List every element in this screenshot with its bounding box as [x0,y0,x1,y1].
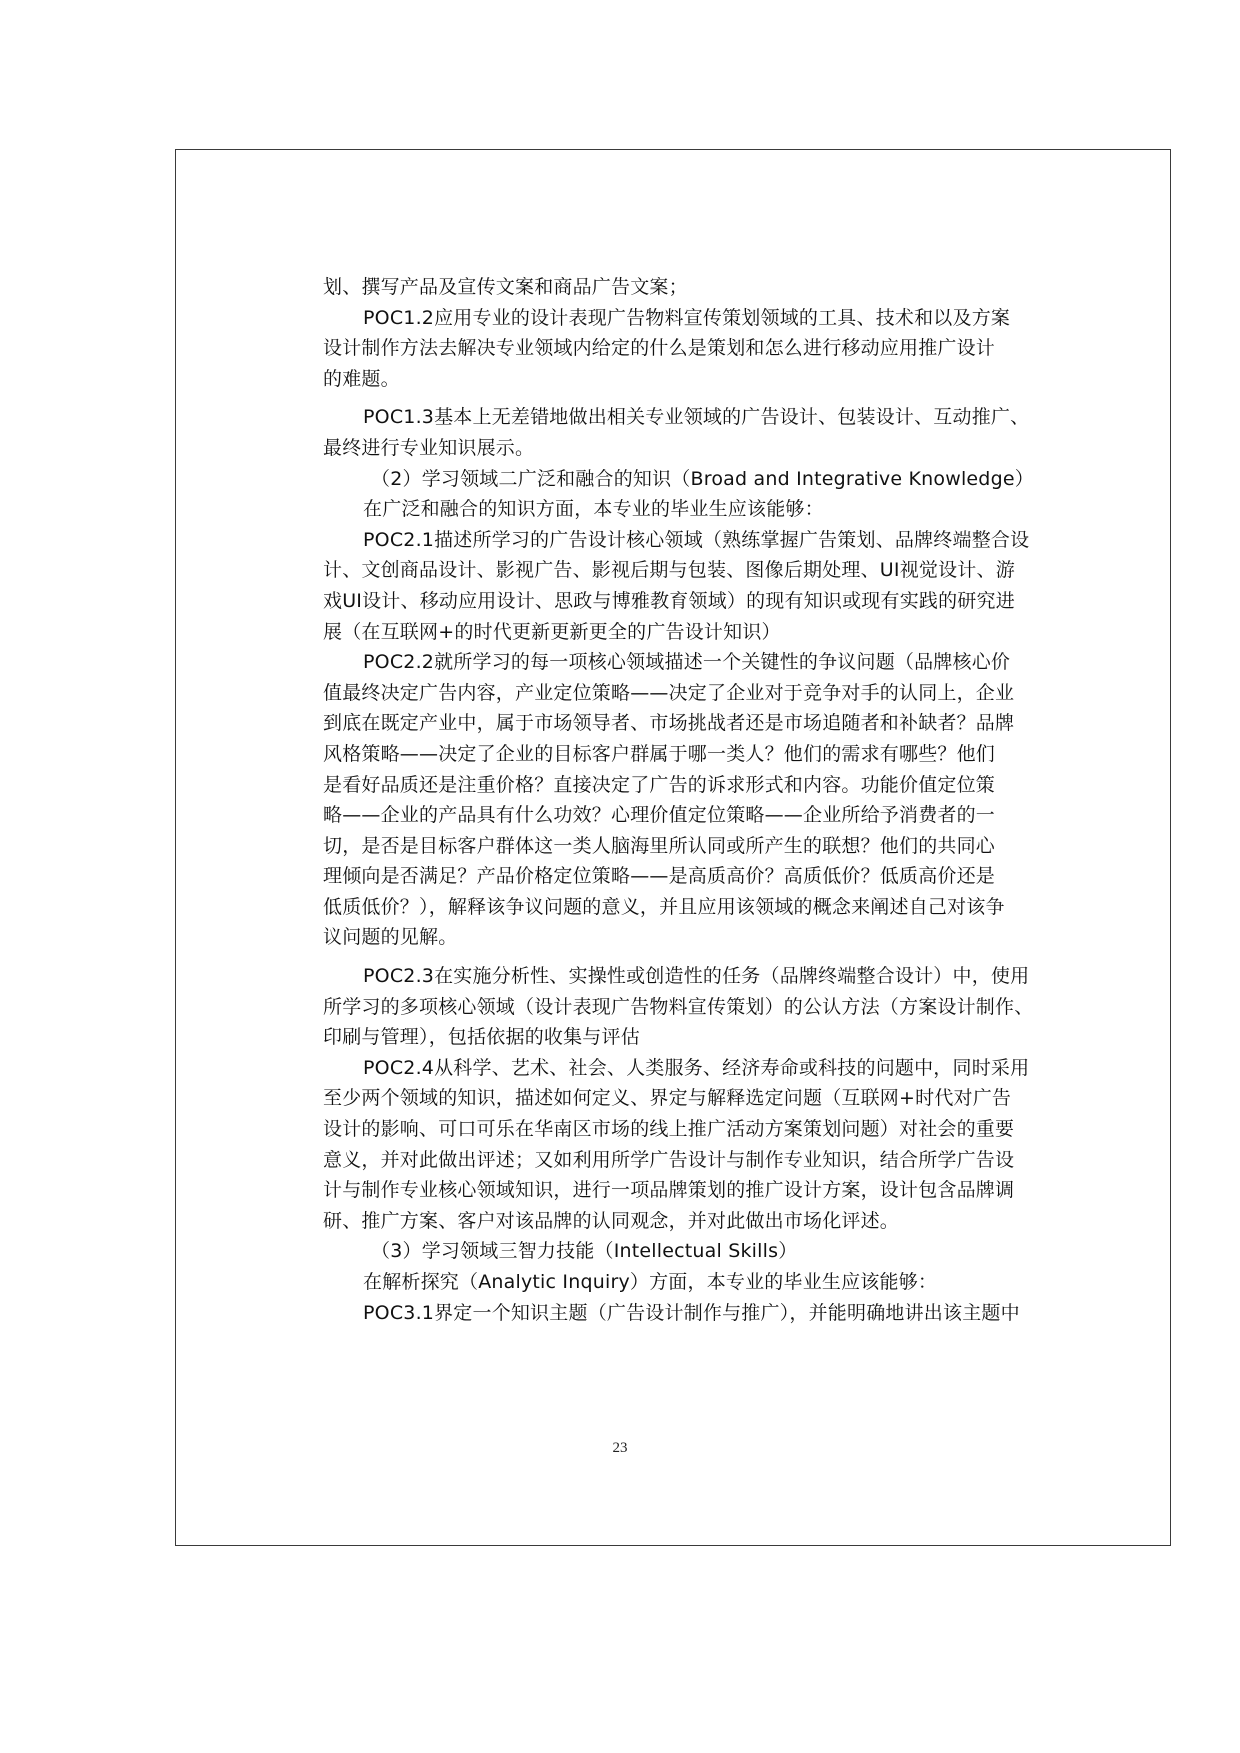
text-line: 研、推广方案、客户对该品牌的认同观念，并对此做出市场化评述。 [323,1209,900,1232]
text-line: 意义，并对此做出评述；又如利用所学广告设计与制作专业知识，结合所学广告设 [323,1148,1015,1171]
text-line: 最终进行专业知识展示。 [323,436,535,459]
text-line: 是看好品质还是注重价格？直接决定了广告的诉求形式和内容。功能价值定位策 [323,773,996,796]
text-line: 划、撰写产品及宣传文案和商品广告文案； [323,276,688,298]
section-heading: （3）学习领域三智力技能（Intellectual Skills） [371,1240,798,1263]
text-line: 展（在互联网+的时代更新更新更全的广告设计知识） [323,620,781,643]
text-line: POC2.2就所学习的每一项核心领域描述一个关键性的争议问题（品牌核心价 [363,651,1011,674]
text-line: 理倾向是否满足？产品价格定位策略——是高质高价？高质低价？低质高价还是 [323,865,996,888]
text-line: POC2.1描述所学习的广告设计核心领域（熟练掌握广告策划、品牌终端整合设 [363,528,1030,551]
text-line: 值最终决定广告内容，产业定位策略——决定了企业对于竞争对手的认同上，企业 [323,681,1015,704]
text-line: 在解析探究（Analytic Inquiry）方面，本专业的毕业生应该能够： [363,1271,938,1293]
text-line: 戏UI设计、移动应用设计、思政与博雅教育领域）的现有知识或现有实践的研究进 [323,589,1015,612]
text-line: 设计的影响、可口可乐在华南区市场的线上推广活动方案策划问题）对社会的重要 [323,1118,1015,1141]
page-number: 23 [612,1440,628,1456]
document-body [323,272,1048,1328]
text-line: POC2.4从科学、艺术、社会、人类服务、经济寿命或科技的问题中，同时采用 [363,1056,1030,1079]
text-line: 议问题的见解。 [323,926,458,949]
text-line: 切，是否是目标客户群体这一类人脑海里所认同或所产生的联想？他们的共同心 [323,834,996,857]
text-line: 设计制作方法去解决专业领域内给定的什么是策划和怎么进行移动应用推广设计 [323,337,996,360]
text-line: 计与制作专业核心领域知识，进行一项品牌策划的推广设计方案，设计包含品牌调 [323,1179,1015,1202]
text-line: 的难题。 [323,367,400,390]
text-line: 低质低价？），解释该争议问题的意义，并且应用该领域的概念来阐述自己对该争 [323,895,1005,918]
text-line: 在广泛和融合的知识方面，本专业的毕业生应该能够： [363,498,824,521]
text-line: 到底在既定产业中，属于市场领导者、市场挑战者还是市场追随者和补缺者？品牌 [323,712,1015,735]
text-line: 风格策略——决定了企业的目标客户群属于哪一类人？他们的需求有哪些？他们 [323,742,996,765]
text-line: 计、文创商品设计、影视广告、影视后期与包装、图像后期处理、UI视觉设计、游 [323,559,1015,582]
section-heading: （2）学习领域二广泛和融合的知识（Broad and Integrative Knowledge） [371,467,1034,490]
text-line: POC3.1界定一个知识主题（广告设计制作与推广），并能明确地讲出该主题中 [363,1301,1020,1324]
text-line: 略——企业的产品具有什么功效？心理价值定位策略——企业所给予消费者的一 [323,804,996,827]
text-line: POC2.3在实施分析性、实操性或创造性的任务（品牌终端整合设计）中，使用 [363,965,1030,988]
text-line: POC1.2应用专业的设计表现广告物料宣传策划领域的工具、技术和以及方案 [363,306,1011,329]
text-line: 所学习的多项核心领域（设计表现广告物料宣传策划）的公认方法（方案设计制作、 [323,995,1034,1018]
text-line: 至少两个领域的知识，描述如何定义、界定与解释选定问题（互联网+时代对广告 [323,1087,1012,1110]
text-line: POC1.3基本上无差错地做出相关专业领域的广告设计、包装设计、互动推广、 [363,406,1030,429]
text-line: 印刷与管理），包括依据的收集与评估 [323,1026,640,1049]
